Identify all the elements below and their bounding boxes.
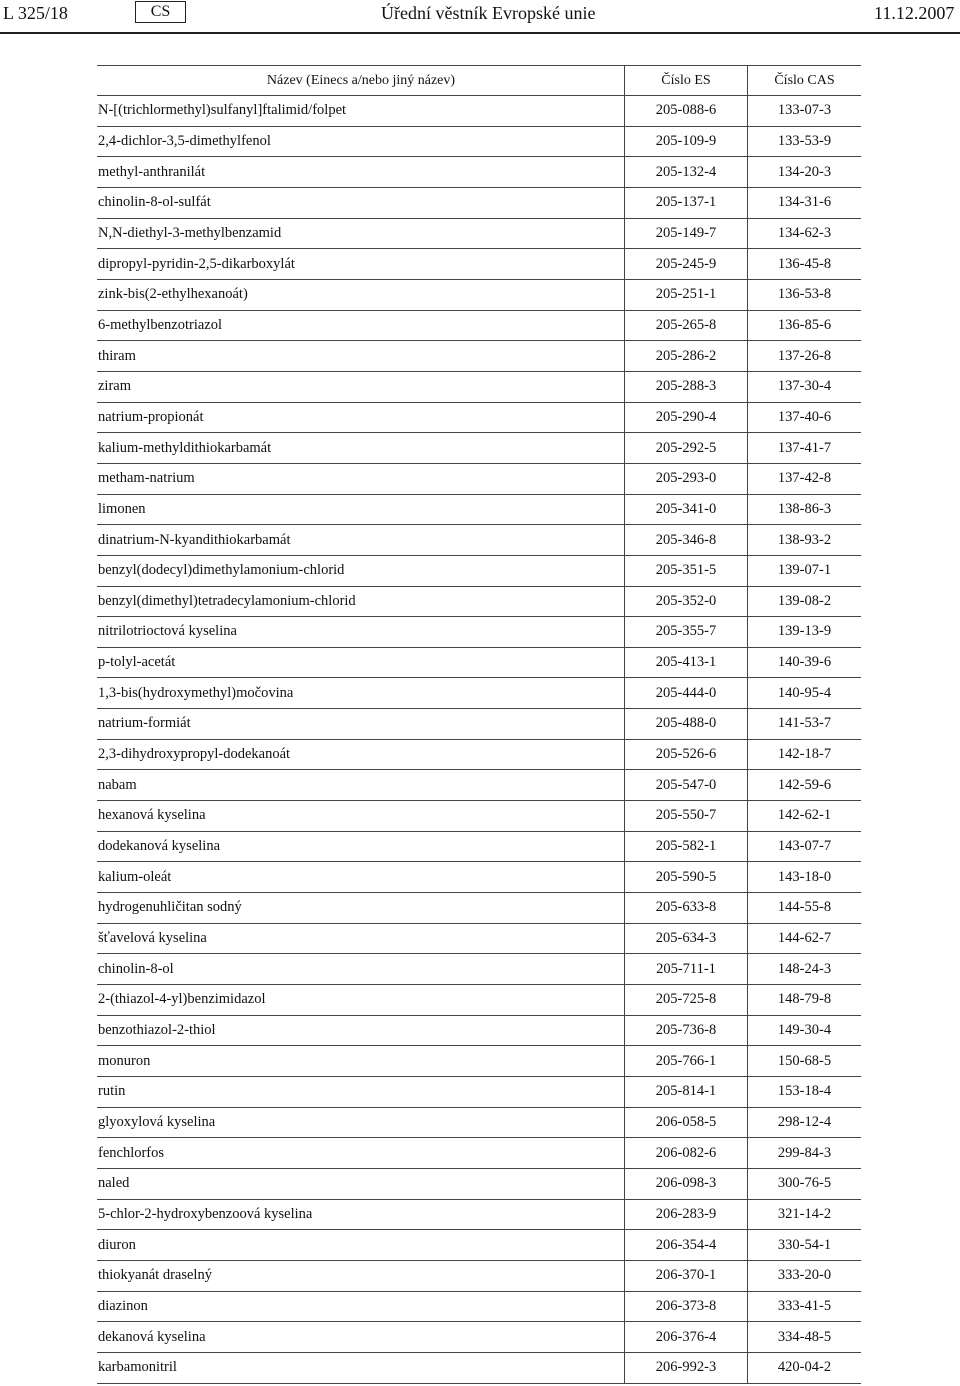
table-row [97, 433, 861, 464]
table-row [97, 709, 861, 740]
cell-name: p-tolyl-acetát [98, 654, 176, 671]
cell-es-number: 205-590-5 [624, 862, 747, 892]
table-row [97, 1077, 861, 1108]
cell-es-number: 206-082-6 [624, 1138, 747, 1168]
cell-name: 1,3-bis(hydroxymethyl)močovina [98, 684, 294, 701]
table-row [97, 678, 861, 709]
cell-es-number: 205-550-7 [624, 801, 747, 831]
table-row [97, 157, 861, 188]
cell-name: chinolin-8-ol [98, 960, 174, 977]
cell-es-number: 205-547-0 [624, 770, 747, 800]
cell-name: 2,4-dichlor-3,5-dimethylfenol [98, 132, 271, 149]
table-row [97, 1169, 861, 1200]
cell-name: N,N-diethyl-3-methylbenzamid [98, 224, 282, 241]
cell-es-number: 205-526-6 [624, 740, 747, 770]
cell-es-number: 205-634-3 [624, 924, 747, 954]
page-header [0, 0, 960, 33]
table-row [97, 495, 861, 526]
cell-es-number: 205-814-1 [624, 1077, 747, 1107]
cell-es-number: 205-351-5 [624, 556, 747, 586]
table-row [97, 403, 861, 434]
table-row [97, 801, 861, 832]
cell-name: natrium-propionát [98, 408, 204, 425]
table-header-row [97, 65, 861, 96]
cell-es-number: 205-288-3 [624, 372, 747, 402]
cell-es-number: 205-355-7 [624, 617, 747, 647]
cell-es-number: 205-290-4 [624, 403, 747, 433]
cell-cas-number: 137-26-8 [747, 341, 861, 371]
cell-es-number: 206-992-3 [624, 1353, 747, 1383]
cell-es-number: 205-633-8 [624, 893, 747, 923]
cell-cas-number: 134-62-3 [747, 219, 861, 249]
cell-es-number: 205-766-1 [624, 1046, 747, 1076]
header-rule [0, 32, 960, 34]
cell-es-number: 205-137-1 [624, 188, 747, 218]
table-row [97, 311, 861, 342]
cell-cas-number: 139-13-9 [747, 617, 861, 647]
cell-name: hexanová kyselina [98, 807, 206, 824]
cell-es-number: 205-711-1 [624, 954, 747, 984]
cell-cas-number: 134-31-6 [747, 188, 861, 218]
cell-name: karbamonitril [98, 1359, 177, 1376]
table-row [97, 188, 861, 219]
cell-cas-number: 136-53-8 [747, 280, 861, 310]
cell-cas-number: 142-18-7 [747, 740, 861, 770]
cell-name: dipropyl-pyridin-2,5-dikarboxylát [98, 255, 295, 272]
table-row [97, 1230, 861, 1261]
cell-es-number: 205-341-0 [624, 495, 747, 525]
cell-es-number: 206-283-9 [624, 1200, 747, 1230]
cell-name: monuron [98, 1052, 151, 1069]
cell-name: 2,3-dihydroxypropyl-dodekanoát [98, 746, 291, 763]
cell-cas-number: 139-08-2 [747, 587, 861, 617]
table-row [97, 832, 861, 863]
cell-es-number: 206-354-4 [624, 1230, 747, 1260]
cell-name: natrium-formiát [98, 715, 191, 732]
cell-name: diuron [98, 1236, 136, 1253]
cell-cas-number: 333-41-5 [747, 1292, 861, 1322]
cell-es-number: 205-725-8 [624, 985, 747, 1015]
cell-cas-number: 141-53-7 [747, 709, 861, 739]
table-row [97, 985, 861, 1016]
cell-es-number: 205-488-0 [624, 709, 747, 739]
cell-name: 6-methylbenzotriazol [98, 316, 223, 333]
table-row [97, 96, 861, 127]
cell-es-number: 205-736-8 [624, 1016, 747, 1046]
table-row [97, 1108, 861, 1139]
cell-name: benzyl(dodecyl)dimethylamonium-chlorid [98, 562, 345, 579]
table-row [97, 249, 861, 280]
cell-name: glyoxylová kyselina [98, 1113, 216, 1130]
table-row [97, 1016, 861, 1047]
cell-name: benzyl(dimethyl)tetradecylamonium-chlorid [98, 592, 356, 609]
cell-name: fenchlorfos [98, 1144, 165, 1161]
cell-es-number: 206-098-3 [624, 1169, 747, 1199]
cell-name: hydrogenuhličitan sodný [98, 899, 242, 916]
cell-cas-number: 136-45-8 [747, 249, 861, 279]
table-row [97, 740, 861, 771]
cell-es-number: 206-370-1 [624, 1261, 747, 1291]
table-row [97, 617, 861, 648]
table-row [97, 1322, 861, 1353]
table-row [97, 1200, 861, 1231]
cell-name: zink-bis(2-ethylhexanoát) [98, 286, 248, 303]
column-header-es: Číslo ES [624, 66, 747, 95]
cell-es-number: 205-245-9 [624, 249, 747, 279]
cell-cas-number: 299-84-3 [747, 1138, 861, 1168]
cell-es-number: 205-413-1 [624, 648, 747, 678]
cell-es-number: 205-346-8 [624, 525, 747, 555]
cell-es-number: 206-376-4 [624, 1322, 747, 1352]
cell-cas-number: 148-24-3 [747, 954, 861, 984]
cell-name: thiokyanát draselný [98, 1267, 212, 1284]
table-row [97, 556, 861, 587]
cell-cas-number: 140-95-4 [747, 678, 861, 708]
cell-es-number: 205-109-9 [624, 127, 747, 157]
cell-cas-number: 134-20-3 [747, 157, 861, 187]
cell-cas-number: 137-42-8 [747, 464, 861, 494]
column-header-name: Název (Einecs a/nebo jiný název) [266, 72, 456, 88]
cell-es-number: 205-352-0 [624, 587, 747, 617]
cell-cas-number: 321-14-2 [747, 1200, 861, 1230]
cell-name: thiram [98, 347, 136, 364]
table-row [97, 587, 861, 618]
cell-name: naled [98, 1175, 130, 1192]
cell-es-number: 206-373-8 [624, 1292, 747, 1322]
table-row [97, 1046, 861, 1077]
cell-cas-number: 148-79-8 [747, 985, 861, 1015]
cell-cas-number: 133-53-9 [747, 127, 861, 157]
cell-cas-number: 142-59-6 [747, 770, 861, 800]
cell-es-number: 205-293-0 [624, 464, 747, 494]
column-header-cas: Číslo CAS [747, 66, 861, 95]
cell-cas-number: 150-68-5 [747, 1046, 861, 1076]
cell-cas-number: 149-30-4 [747, 1016, 861, 1046]
table-body [97, 96, 861, 1384]
cell-cas-number: 153-18-4 [747, 1077, 861, 1107]
cell-name: rutin [98, 1083, 126, 1100]
publication-date: 11.12.2007 [874, 3, 955, 23]
cell-name: 2-(thiazol-4-yl)benzimidazol [98, 991, 266, 1008]
cell-es-number: 205-292-5 [624, 433, 747, 463]
table-row [97, 770, 861, 801]
cell-cas-number: 140-39-6 [747, 648, 861, 678]
cell-es-number: 205-132-4 [624, 157, 747, 187]
cell-cas-number: 138-93-2 [747, 525, 861, 555]
cell-cas-number: 334-48-5 [747, 1322, 861, 1352]
cell-name: 5-chlor-2-hydroxybenzoová kyselina [98, 1205, 313, 1222]
cell-es-number: 206-058-5 [624, 1108, 747, 1138]
cell-es-number: 205-444-0 [624, 678, 747, 708]
cell-name: N-[(trichlormethyl)sulfanyl]ftalimid/folpet [98, 102, 347, 119]
cell-cas-number: 143-07-7 [747, 832, 861, 862]
table-row [97, 648, 861, 679]
table-row [97, 464, 861, 495]
cell-cas-number: 137-40-6 [747, 403, 861, 433]
table-row [97, 924, 861, 955]
cell-name: ziram [98, 378, 132, 395]
cell-es-number: 205-265-8 [624, 311, 747, 341]
cell-name: dodekanová kyselina [98, 838, 221, 855]
cell-name: benzothiazol-2-thiol [98, 1022, 216, 1039]
cell-cas-number: 143-18-0 [747, 862, 861, 892]
table-row [97, 862, 861, 893]
cell-cas-number: 138-86-3 [747, 495, 861, 525]
cell-name: methyl-anthranilát [98, 163, 206, 180]
cell-name: kalium-oleát [98, 868, 172, 885]
cell-cas-number: 142-62-1 [747, 801, 861, 831]
cell-name: metham-natrium [98, 470, 195, 487]
table-row [97, 954, 861, 985]
cell-name: šťavelová kyselina [98, 930, 207, 947]
table-row [97, 1261, 861, 1292]
cell-cas-number: 298-12-4 [747, 1108, 861, 1138]
substance-table [97, 65, 861, 1384]
cell-es-number: 205-149-7 [624, 219, 747, 249]
cell-cas-number: 139-07-1 [747, 556, 861, 586]
cell-cas-number: 144-62-7 [747, 924, 861, 954]
cell-cas-number: 144-55-8 [747, 893, 861, 923]
cell-name: diazinon [98, 1297, 148, 1314]
cell-cas-number: 137-30-4 [747, 372, 861, 402]
cell-name: limonen [98, 500, 146, 517]
cell-name: kalium-methyldithiokarbamát [98, 439, 272, 456]
cell-cas-number: 420-04-2 [747, 1353, 861, 1383]
table-row [97, 1292, 861, 1323]
page-reference: L 325/18 [3, 3, 68, 23]
cell-name: nitrilotrioctová kyselina [98, 623, 237, 640]
cell-name: dinatrium-N-kyandithiokarbamát [98, 531, 291, 548]
table-row [97, 1353, 861, 1384]
table-row [97, 525, 861, 556]
language-badge: CS [135, 1, 186, 23]
journal-title: Úřední věstník Evropské unie [381, 3, 596, 23]
cell-es-number: 205-582-1 [624, 832, 747, 862]
cell-name: nabam [98, 776, 137, 793]
table-row [97, 127, 861, 158]
cell-cas-number: 300-76-5 [747, 1169, 861, 1199]
cell-es-number: 205-251-1 [624, 280, 747, 310]
cell-es-number: 205-088-6 [624, 96, 747, 126]
table-row [97, 341, 861, 372]
cell-cas-number: 137-41-7 [747, 433, 861, 463]
table-row [97, 280, 861, 311]
cell-name: dekanová kyselina [98, 1328, 206, 1345]
table-row [97, 372, 861, 403]
cell-cas-number: 330-54-1 [747, 1230, 861, 1260]
table-row [97, 219, 861, 250]
cell-name: chinolin-8-ol-sulfát [98, 194, 211, 211]
cell-es-number: 205-286-2 [624, 341, 747, 371]
cell-cas-number: 133-07-3 [747, 96, 861, 126]
table-row [97, 1138, 861, 1169]
cell-cas-number: 333-20-0 [747, 1261, 861, 1291]
cell-cas-number: 136-85-6 [747, 311, 861, 341]
table-row [97, 893, 861, 924]
